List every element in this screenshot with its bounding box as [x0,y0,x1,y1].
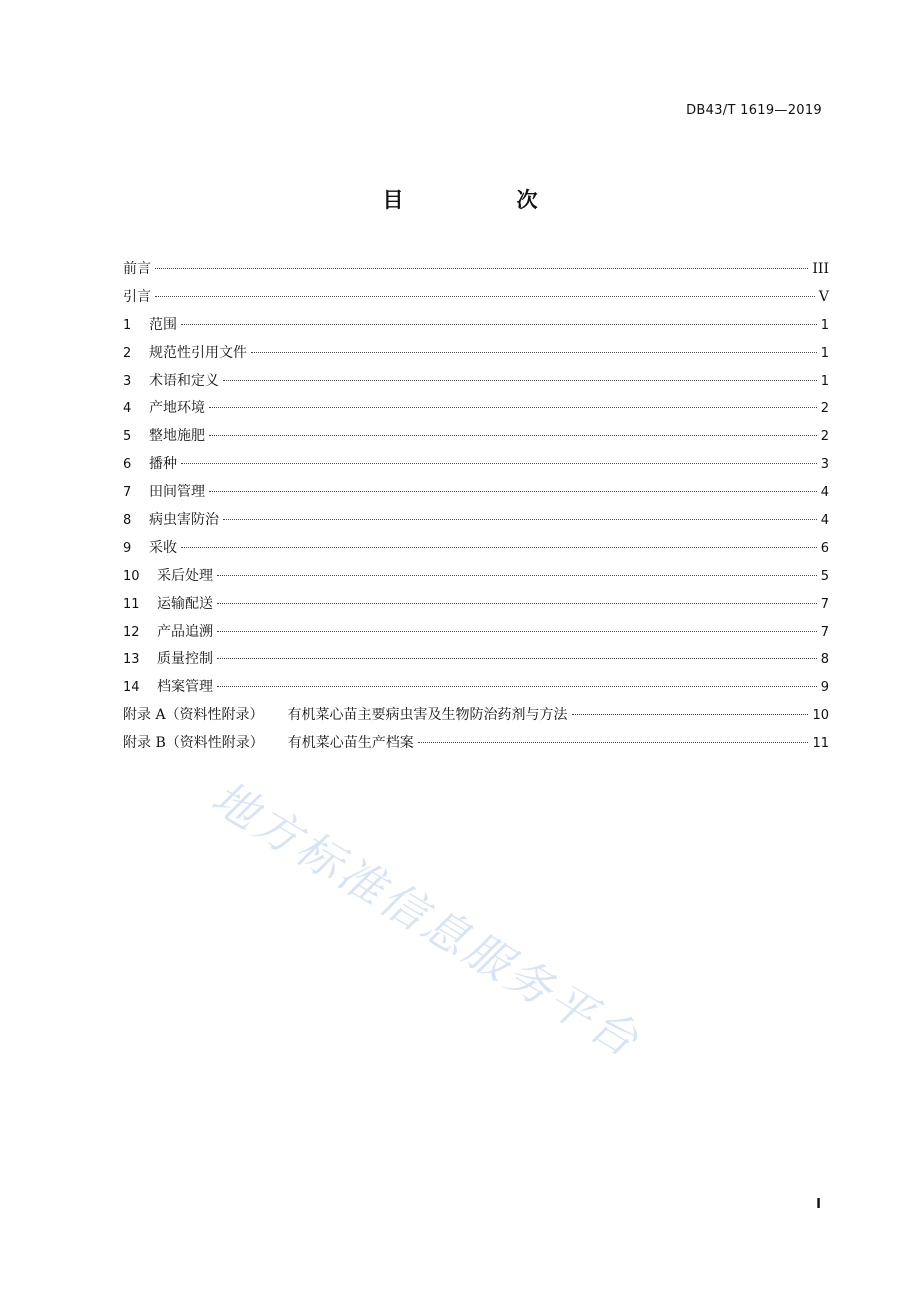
toc-entry-appendix-title: 有机菜心苗主要病虫害及生物防治药剂与方法 [287,707,568,724]
toc-entry-number: 6 [123,457,132,473]
toc-entry-page: 8 [820,652,829,668]
toc-entry-page: V [818,288,829,305]
toc-entry-number: 13 [123,652,140,668]
toc-entry-number: 1 [123,317,132,333]
toc-entry-number: 3 [123,373,132,389]
toc-entry[interactable] [123,397,829,425]
toc-entry-number: 5 [123,429,132,445]
watermark: 地方标准信息服务平台 [202,770,650,1069]
toc-entry-page: 7 [820,624,829,640]
toc-entry-page: 7 [820,596,829,612]
toc-entry[interactable] [123,704,829,732]
toc-entry[interactable] [123,425,829,453]
toc-entry-number: 10 [123,568,140,584]
toc-entry[interactable] [123,509,829,537]
toc-entry-page: 5 [820,568,829,584]
toc-dot-leader [217,603,817,604]
toc-entry-page: 6 [820,540,829,556]
toc-entry-label: 整地施肥 [149,428,205,445]
toc-entry-number: 14 [123,680,140,696]
toc-entry-page: 11 [812,736,829,752]
toc-entry-page: 1 [820,345,829,361]
toc-entry-number: 7 [123,485,132,501]
toc-entry-label: 附录 A（资料性附录） [123,707,264,724]
toc-entry[interactable] [123,537,829,565]
toc-dot-leader [217,658,817,659]
toc-entry[interactable] [123,481,829,509]
toc-entry-page: 10 [812,708,829,724]
toc-dot-leader [181,324,817,325]
toc-entry[interactable] [123,370,829,398]
toc-entry[interactable] [123,593,829,621]
toc-entry[interactable] [123,732,829,760]
toc-entry-appendix-title: 有机菜心苗生产档案 [287,735,414,752]
toc-entry-number: 2 [123,345,132,361]
toc-entry-label: 附录 B（资料性附录） [123,735,264,752]
toc-dot-leader [209,407,817,408]
toc-entry-number: 12 [123,624,140,640]
toc-entry-label: 产品追溯 [157,623,213,640]
toc-entry-page: 9 [820,680,829,696]
toc-dot-leader [155,296,815,297]
toc-entry[interactable] [123,342,829,370]
toc-dot-leader [209,491,817,492]
toc-entry[interactable] [123,453,829,481]
toc-entry-label: 档案管理 [157,679,213,696]
toc-entry[interactable] [123,621,829,649]
toc-entry-number: 8 [123,513,132,529]
toc-entry-number: 4 [123,401,132,417]
toc-entry[interactable] [123,648,829,676]
toc-dot-leader [572,714,809,715]
toc-entry-page: 2 [820,429,829,445]
toc-dot-leader [209,435,817,436]
toc-entry-label: 田间管理 [149,484,205,501]
toc-entry-label: 前言 [123,261,151,277]
toc-entry-page: 4 [820,485,829,501]
toc-dot-leader [217,575,817,576]
toc-dot-leader [217,631,817,632]
toc-entry-page: 4 [820,513,829,529]
toc-dot-leader [223,519,817,520]
toc-entry-number: 9 [123,540,132,556]
footer-page-number: I [816,1197,821,1212]
toc-entry-page: 2 [820,401,829,417]
toc-dot-leader [418,742,809,743]
toc-entry-label: 病虫害防治 [149,512,219,529]
toc-entry-label: 范围 [149,316,177,333]
toc-dot-leader [223,380,817,381]
document-code: DB43/T 1619—2019 [686,103,822,118]
toc-dot-leader [251,352,817,353]
toc-dot-leader [217,686,817,687]
toc-entry[interactable] [123,676,829,704]
toc-entry[interactable] [123,565,829,593]
toc-entry-label: 术语和定义 [149,372,219,389]
toc-entry-page: 1 [820,317,829,333]
toc-entry[interactable] [123,286,829,314]
toc-dot-leader [181,463,817,464]
toc-entry-label: 采后处理 [157,567,213,584]
toc-entry-label: 运输配送 [157,595,213,612]
toc-entry-page: 3 [820,457,829,473]
toc-entry-number: 11 [123,596,140,612]
toc-entry-label: 引言 [123,288,151,305]
table-of-contents [123,258,829,760]
toc-entry-label: 质量控制 [157,651,213,668]
toc-entry-label: 规范性引用文件 [149,344,247,361]
toc-entry-label: 采收 [149,539,177,556]
toc-entry[interactable] [123,314,829,342]
toc-dot-leader [155,268,808,269]
toc-entry[interactable] [123,258,829,286]
toc-entry-label: 播种 [149,456,177,473]
toc-entry-page: III [812,261,829,277]
toc-entry-label: 产地环境 [149,400,205,417]
toc-entry-page: 1 [820,373,829,389]
toc-dot-leader [181,547,817,548]
page-title: 目 次 [382,188,584,212]
